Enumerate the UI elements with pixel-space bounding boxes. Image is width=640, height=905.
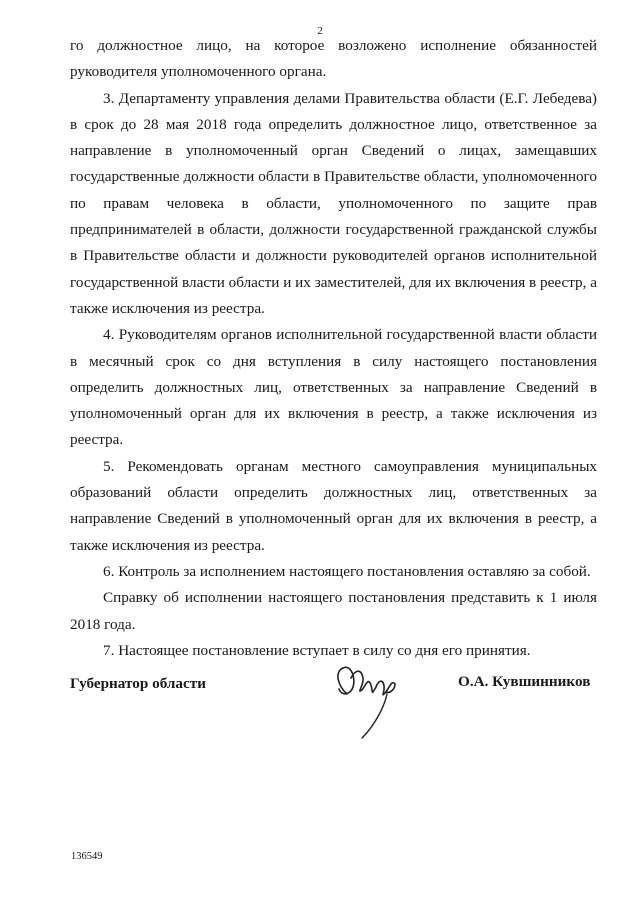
paragraph-item-7: 7. Настоящее постановление вступает в силу со дня его принятия.	[103, 641, 531, 659]
paragraph-item-5: 5. Рекомендовать органам местного самоуправления муниципальных образований области определить должностных лиц, ответственных за направление Сведений в уполномоченный орган для их включения в реестр, а также исключения из реестра.	[70, 457, 597, 554]
handwritten-signature	[330, 660, 405, 740]
paragraph-item-6: 6. Контроль за исполнением настоящего постановления оставляю за собой.	[103, 562, 591, 580]
document-code: 136549	[71, 851, 103, 862]
paragraph-continuation: го должностное лицо, на которое возложено исполнение обязанностей руководителя уполномоченного органа.	[70, 37, 597, 81]
paragraph-item-4: 4. Руководителям органов исполнительной государственной власти области в месячный срок со дня вступления в силу настоящего постановления определить должностных лиц, ответственных за направление Сведений в уполномоченный орган для их включения в реестр, а также исключения из реестра.	[70, 326, 597, 449]
document-body	[70, 33, 597, 664]
signatory-title: Губернатор области	[70, 675, 206, 692]
paragraph-report-deadline: Справку об исполнении настоящего постановления представить к 1 июля 2018 года.	[70, 589, 597, 633]
paragraph-item-3: 3. Департаменту управления делами Правительства области (Е.Г. Лебедева) в срок до 28 мая 2018 года определить должностное лицо, ответственное за направление в уполномоченный орган Сведений о лицах, замещавших государственные должности области в Правительстве области, уполномоченного по правам человека в области, уполномоченного по защите прав предпринимателей в области, должности государственной гражданской службы в Правительстве области и должности руководителей органов исполнительной государственной власти области и их заместителей, для их включения в реестр, а также исключения из реестра.	[70, 89, 597, 317]
signatory-name: О.А. Кувшинников	[458, 673, 591, 690]
page-number: 2	[317, 25, 323, 37]
signature-block	[0, 660, 640, 740]
